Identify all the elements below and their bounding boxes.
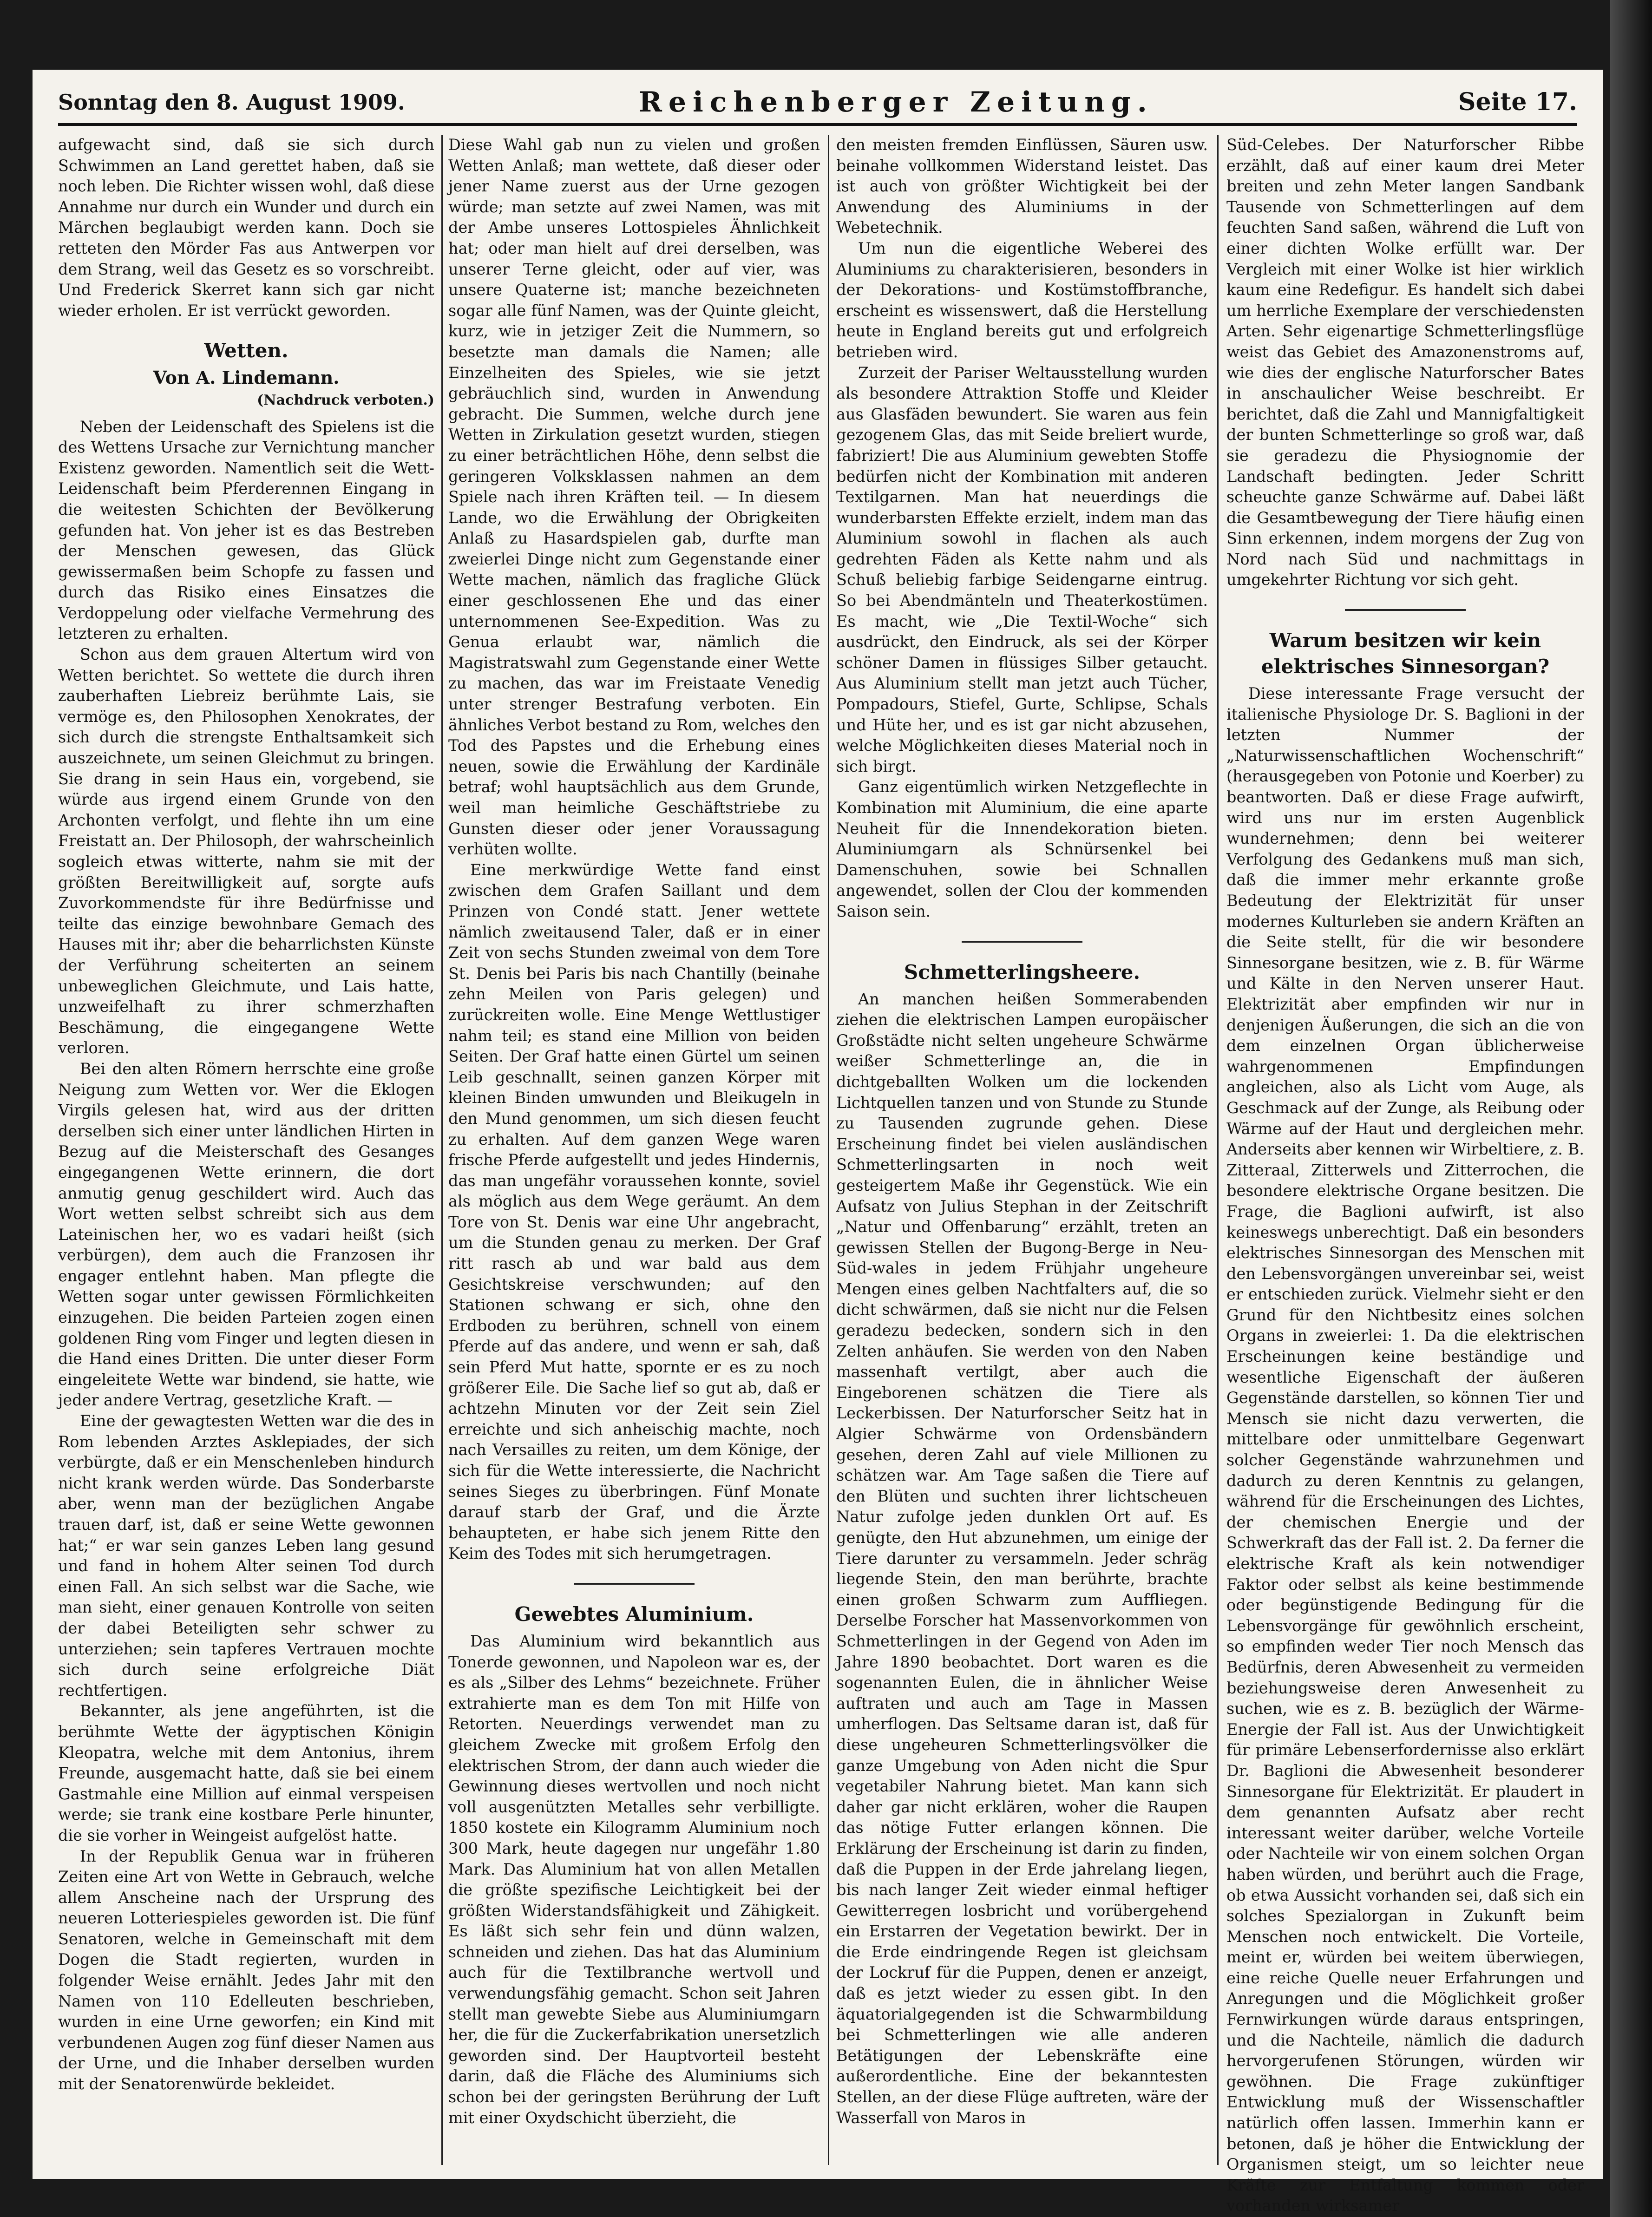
paragraph: Eine merkwürdige Wette fand einst zwischen dem Grafen Saillant und dem Prinzen von Condé statt. Jener wettete nämlich zweitausend Taler, daß er in einer Zeit von sechs Stunden zweimal von dem Tore St. Denis bei Paris bis nach Chantilly (beinahe zehn Meilen von Paris gelegen) und zurückreiten wolle. Eine Menge Wettlustiger nahm teil; es stand eine Million von beiden Seiten. Der Graf hatte einen Gürtel um seinen Leib geschnallt, seinen ganzen Körper mit kleinen Binden umwunden und Bleikugeln in den Mund genommen, um sich diesen feucht zu erhalten. Auf dem ganzen Wege waren frische Pferde aufgestellt und jedes Hindernis, das man ungefähr voraussehen konnte, soviel als möglich aus dem Wege geräumt. An dem Tore von St. Denis war eine Uhr angebracht, um die Stunden genau zu merken. Der Graf ritt rasch ab und war bald aus dem Gesichtskreise verschwunden; auf den Stationen schwang er sich, ohne den Erdboden zu berühren, schnell von einem Pferde auf das andere, und wenn er sah, daß sein Pferd Mut hatte, spornte er es zu noch größerer Eile. Die Sache lief so gut ab, daß er achtzehn Minuten vor der Zeit sein Ziel erreichte und sich anheischig machte, noch nach Versailles zu reiten, um dem Könige, der sich für die Wette interessierte, die Nachricht seines Sieges zu überbringen. Fünf Monate darauf starb der Graf, und die Ärzte behaupteten, er habe sich jenem Ritte den Keim des Todes mit sich herumgetragen.	[448, 860, 820, 1563]
page-binding-edge	[1610, 0, 1652, 2217]
column-rule	[441, 135, 443, 2165]
column-1	[58, 135, 434, 2165]
paragraph: Zurzeit der Pariser Weltausstellung wurden als besondere Attraktion Stoffe und Kleider aus Glasfäden bewundert. Sie waren aus fein gezogenem Glas, das mit Seide breliert wurde, fabriziert! Die aus Aluminium gewebten Stoffe bedürfen nicht der Kombination mit anderen Textilgarnen. Man hat neuerdings die wunderbarsten Effekte erzielt, indem man das Aluminium sowohl in flachen als auch gedrehten Fäden als Kette nahm und als Schuß beliebig farbige Seidengarne eintrug. So bei Abendmänteln und Theaterkostümen. Es macht, wie „Die Textil-Woche“ sich ausdrückt, den Eindruck, als sei der Körper schöner Damen in flüssiges Silber getaucht. Aus Aluminium stellt man jetzt auch Tücher, Pompadours, Stiefel, Gurte, Schlipse, Schals und Hüte her, und es ist gar nicht abzusehen, welche Möglichkeiten dieses Material noch in sich birgt.	[836, 363, 1208, 775]
paragraph: An manchen heißen Sommerabenden ziehen die elektrischen Lampen europäischer Großstädte nicht selten ungeheure Schwärme weißer Schmetterlinge an, die in dichtgeballten Wolken um die lockenden Lichtquellen tanzen und von Stunde zu Stunde zu Tausenden zugrunde gehen. Diese Erscheinung findet bei vielen ausländischen Schmetterlingsarten in noch weit gesteigertem Maße ihr Gegenstück. Wie ein Aufsatz von Julius Stephan in der Zeitschrift „Natur und Offenbarung“ erzählt, treten an gewissen Stellen der Bugong-Berge in Neu-Süd-wales in jedem Frühjahr ungeheure Mengen eines gelben Nachtfalters auf, die so dicht schwärmen, daß sie nicht nur die Felsen geradezu bedecken, sondern sich in den Zelten anhäufen. Sie werden von den Naben massenhaft vertilgt, aber auch die Eingeborenen schätzen die Tiere als Leckerbissen. Der Naturforscher Seitz hat in Algier Schwärme von Ordensbändern gesehen, deren Zahl auf viele Millionen zu schätzen war. Am Tage saßen die Tiere auf den Blüten und suchten ihrer lichtscheuen Natur zufolge jeden dunklen Ort auf. Es genügte, den Hut abzunehmen, um einige der Tiere darunter zu versammeln. Jeder schräg liegende Stein, den man berührte, brachte einen großen Schwarm zum Auffliegen. Derselbe Forscher hat Massenvorkommen von Schmetterlingen in der Gegend von Aden im Jahre 1890 beobachtet. Dort waren es die sogenannten Eulen, die in ähnlicher Weise auftraten und auch am Tage in Massen umherflogen. Das Seltsame daran ist, daß für diese ungeheuren Schmetterlingsvölker die ganze Umgebung von Aden nicht die Spur vegetabiler Nahrung bietet. Man kann sich daher gar nicht erklären, woher die Raupen das nötige Futter erlangen können. Die Erklärung der Erscheinung ist darin zu finden, daß die Puppen in der Erde jahrelang liegen, bis nach langer Zeit wieder einmal heftiger Gewitterregen losbricht und vorübergehend ein Erstarren der Vegetation bewirkt. Der in die Erde eindringende Regen ist gleichsam der Lockruf für die Puppen, denen er anzeigt, daß es jetzt wieder zu essen gibt. In den äquatorialgegenden ist die Schwarmbildung bei Schmetterlingen wie alle anderen Betätigungen der Lebenskräfte eine außerordentliche. Eine der bekanntesten Stellen, an der diese Flüge auftreten, wäre der Wasserfall von Maros in	[836, 990, 1208, 2127]
column-3	[836, 135, 1208, 2165]
article-title-sinnesorgan: Warum besitzen wir kein elektrisches Sinnesorgan?	[1261, 629, 1550, 678]
section-divider	[1345, 609, 1466, 611]
paragraph: den meisten fremden Einflüssen, Säuren usw. beinahe vollkommen Widerstand leistet. Das ist auch von größter Wichtigkeit bei der Anwendung des Aluminiums in der Webetechnik.	[836, 136, 1208, 237]
section-divider	[962, 941, 1082, 943]
newspaper-title: Reichenberger Zeitung.	[639, 86, 1154, 118]
paragraph: In der Republik Genua war in früheren Zeiten eine Art von Wette in Gebrauch, welche allem Anscheine nach der Ursprung des neueren Lotteriespieles geworden ist. Die fünf Senatoren, welche in Gemeinschaft mit dem Dogen die Stadt regierten, wurden in folgender Weise ernählt. Jedes Jahr mit den Namen von 110 Edelleuten beschrieben, wurden in eine Urne geworfen; ein Kind mit verbundenen Augen zog fünf dieser Namen aus der Urne, und die Inhaber derselben wurden mit der Senatorenwürde bekleidet.	[58, 1847, 434, 2093]
paragraph: Süd-Celebes. Der Naturforscher Ribbe erzählt, daß auf einer kaum drei Meter breiten und zehn Meter langen Sandbank Tausende von Schmetterlingen auf dem feuchten Sand saßen, während die Luft von einer dichten Wolke erfüllt war. Der Vergleich mit einer Wolke ist hier wirklich kaum eine Redefigur. Es handelt sich dabei um herrliche Exemplare der verschiedensten Arten. Sehr eigenartige Schmetterlingsflüge weist das Gebiet des Amazonenstroms auf, wie dies der englische Naturforscher Bates in anschaulicher Weise beschreibt. Er berichtet, daß die Zahl und Mannigfaltigkeit der bunten Schmetterlinge so groß war, daß sie geradezu die Physiognomie der Landschaft bedingten. Jeder Schritt scheuchte ganze Schwärme auf. Dabei läßt die Gesamtbewegung der Tiere häufig einen Sinn erkennen, indem morgens der Zug von Nord nach Süd und nachmittags in umgekehrter Richtung vor sich geht.	[1226, 136, 1584, 589]
page-number: Seite 17.	[1458, 88, 1577, 116]
section-divider	[574, 1583, 695, 1585]
column-rule	[828, 135, 829, 2165]
paragraph: Ganz eigentümlich wirken Netzgeflechte in Kombination mit Aluminium, die eine aparte Neuheit für die Innendekoration bieten. Aluminiumgarn als Schnürsenkel bei Damenschuhen, sowie bei Schnallen angewendet, sollen der Clou der kommenden Saison sein.	[836, 778, 1208, 920]
paragraph: Eine der gewagtesten Wetten war die des in Rom lebenden Arztes Asklepiades, der sich verbürgte, daß er ein Menschenleben hindurch nicht krank werden würde. Das Sonderbarste aber, wenn man der bezüglichen Angabe trauen darf, ist, daß er seine Wette gewonnen hat;“ er war sein ganzes Leben lang gesund und fand in hohem Alter seinen Tod durch einen Fall. An sich selbst war die Sache, wie man sieht, einer genauen Kontrolle von seiten der dabei Beteiligten sehr schwer zu unterziehen; sein tapferes Vertrauen mochte sich durch seine erfolgreiche Diät rechtfertigen.	[58, 1412, 434, 1699]
paragraph: Neben der Leidenschaft des Spielens ist die des Wettens Ursache zur Vernichtung mancher Existenz geworden. Namentlich seit die Wett-Leidenschaft beim Pferderennen Eingang in die weitesten Schichten der Bevölkerung gefunden hat. Von jeher ist es das Bestreben der Menschen gewesen, das Glück gewissermaßen beim Schopfe zu fassen und durch das Risiko eines Einsatzes die Verdoppelung oder vielfache Vermehrung des letzteren zu erhalten.	[58, 417, 434, 643]
article-title-wetten: Wetten.	[204, 339, 288, 362]
column-rule	[1217, 135, 1219, 2165]
column-4	[1226, 135, 1584, 2215]
page-header	[58, 86, 1577, 126]
column-2	[448, 135, 820, 2165]
paragraph: Bekannter, als jene angeführten, ist die berühmte Wette der ägyptischen Königin Kleopatra, welche mit dem Antonius, ihrem Freunde, ausgemacht hatte, daß sie bei einem Gastmahle eine Million auf einmal verspeisen werde; sie trank eine kostbare Perle hinunter, die sie vorher in Weingeist aufgelöst hatte.	[58, 1702, 434, 1844]
header-date: Sonntag den 8. August 1909.	[58, 90, 405, 115]
paragraph: Schon aus dem grauen Altertum wird von Wetten berichtet. So wettete die durch ihren zauberhaften Liebreiz berühmte Lais, sie vermöge es, den Philosophen Xenokrates, der sich durch die strengste Enthaltsamkeit sich auszeichnete, um seinen Gleichmut zu bringen. Sie drang in sein Haus ein, vorgebend, sie würde aus irgend einem Grunde von den Archonten verfolgt, und flehte ihn um eine Freistatt an. Der Philosoph, der wahrscheinlich sogleich etwas witterte, nahm sie mit der größten Bereitwilligkeit auf, sorgte aufs Zuvorkommendste für ihre Bedürfnisse und teilte das einzige bewohnbare Gemach des Hauses mit ihr; aber die beharrlichsten Künste der Verführung scheiterten an seinem unbeweglichen Gleichmute, und Lais hatte, unzweifelhaft zu ihrer schmerzhaften Beschämung, die eingegangene Wette verloren.	[58, 645, 434, 1057]
paragraph: Bei den alten Römern herrschte eine große Neigung zum Wetten vor. Wer die Eklogen Virgils gelesen hat, wird aus der dritten derselben sich einer unter ländlichen Hirten in Bezug auf die Meisterschaft des Gesanges eingegangenen Wette erinnern, die dort anmutig genug geschildert wird. Auch das Wort wetten selbst schreibt sich aus dem Lateinischen her, wo es vadari heißt (sich verbürgen), dem auch die Franzosen ihr engager entlehnt haben. Man pflegte die Wetten sogar unter gewissen Förmlichkeiten einzugehen. Die beiden Parteien zogen einen goldenen Ring vom Finger und legten diesen in die Hand eines Dritten. Die unter dieser Form eingeleitete Wette war bindend, sie hatte, wie jeder andere Vertrag, gesetzliche Kraft. —	[58, 1059, 434, 1410]
paragraph: Um nun die eigentliche Weberei des Aluminiums zu charakterisieren, besonders in der Dekorations- und Kostümstoffbranche, erscheint es wissenswert, daß die Herstellung heute in England bereits gut und erfolgreich betrieben wird.	[836, 239, 1208, 361]
article-continuation: aufgewacht sind, daß sie sich durch Schwimmen an Land gerettet haben, daß sie noch leben. Die Richter wissen wohl, daß diese Annahme nur durch ein Wunder und durch ein Märchen beglaubigt werden kann. Doch sie retteten den Mörder Fas aus Antwerpen vor dem Strang, weil das Gesetz es so vorschreibt. Und Frederick Skerret kann sich gar nicht wieder erholen. Er ist verrückt geworden.	[58, 136, 434, 320]
paragraph: Diese Wahl gab nun zu vielen und großen Wetten Anlaß; man wettete, daß dieser oder jener Name zuerst aus der Urne gezogen würde; man setzte auf zwei Namen, was mit der Ambe unseres Lottospieles Ähnlichkeit hat; oder man hielt auf drei derselben, was unserer Terne gleicht, oder auf vier, was unsere Quaterne ist; manche bezeichneten sogar alle fünf Namen, was der Quinte gleicht, kurz, wie in jetziger Zeit die Nummern, so besetzte man damals die Namen; alle Einzelheiten des Spieles, wie sie jetzt gebräuchlich sind, wurden in Anwendung gebracht. Die Summen, welche durch jene Wetten in Zirkulation gesetzt wurden, stiegen zu einer beträchtlichen Höhe, denn selbst die geringeren Volksklassen nahmen an dem Spiele nach ihren Kräften teil. — In diesem Lande, wo die Erwählung der Obrigkeiten Anlaß zu Hasardspielen gab, durfte man zweierlei Dinge nicht zum Gegenstande einer Wette machen, nämlich das fragliche Glück einer geschlossenen Ehe und das einer unternommenen See-Expedition. Was zu Genua erlaubt war, nämlich die Magistratswahl zum Gegenstande einer Wette zu machen, das war im Freistaate Venedig unter strenger Bestrafung verboten. Ein ähnliches Verbot bestand zu Rom, welches den Tod des Papstes und die Erhebung eines neuen, sowie die Erwählung der Kardinäle betraf; wohl hauptsächlich aus dem Grunde, weil man heimliche Geschäftstriebe zu Gunsten dieser oder jener Voraussagung verhüten wollte.	[448, 136, 820, 859]
newspaper-page	[33, 70, 1603, 2215]
reprint-note: (Nachdruck verboten.)	[257, 392, 434, 408]
article-byline: Von A. Lindemann.	[153, 367, 340, 388]
paragraph: Das Aluminium wird bekanntlich aus Tonerde gewonnen, und Napoleon war es, der es als „Silber des Lehms“ bezeichnete. Früher extrahierte man es dem Ton mit Hilfe von Retorten. Neuerdings verwendet man zu gleichem Zwecke mit großem Erfolg den elektrischen Strom, der dann auch wieder die Gewinnung dieses wertvollen und noch nicht voll ausgenützten Metalles sehr verbilligte. 1850 kostete ein Kilogramm Aluminium noch 300 Mark, heute dagegen nur ungefähr 1.80 Mark. Das Aluminium hat von allen Metallen die größte spezifische Leichtigkeit bei der größten Widerstandsfähigkeit und Zähigkeit. Es läßt sich sehr fein und dünn walzen, schneiden und ziehen. Das hat das Aluminium auch für die Textilbranche wertvoll und verwendungsfähig gemacht. Schon seit Jahren stellt man gewebte Siebe aus Aluminiumgarn her, die für die Zuckerfabrikation unersetzlich geworden sind. Der Hauptvorteil besteht darin, daß die Fläche des Aluminiums sich schon bei der geringsten Berührung der Luft mit einer Oxydschicht überzieht, die	[448, 1632, 820, 2127]
article-title-schmetterlingsheere: Schmetterlingsheere.	[904, 960, 1141, 984]
article-title-aluminium: Gewebtes Aluminium.	[514, 1602, 754, 1626]
paragraph: Diese interessante Frage versucht der italienische Physiologe Dr. S. Baglioni in der letzten Nummer der „Naturwissenschaftlichen Wochenschrift“ (herausgegeben von Potonie und Koerber) zu beantworten. Daß er diese Frage aufwirft, wird uns nur im ersten Augenblick wundernehmen; denn bei weiterer Verfolgung des Gedankens muß man sich, daß die immer mehr erkannte große Bedeutung der Elektrizität für unser modernes Kulturleben sie andern Kräften an die Seite stellt, für die wir besondere Sinnesorgane besitzen, wie z. B. für Wärme und Kälte in den Nerven unserer Haut. Elektrizität aber empfinden wir nur in denjenigen Äußerungen, die sich an die von dem einzelnen Organ üblicherweise wahrgenommenen Empfindungen angleichen, also als Licht vom Auge, als Geschmack auf der Zunge, als Reibung oder Wärme auf der Haut und dergleichen mehr. Anderseits aber kennen wir Wirbeltiere, z. B. Zitteraal, Zitterwels und Zitterrochen, die besondere elektrische Organe besitzen. Die Frage, die Baglioni aufwirft, ist also keineswegs unberechtigt. Daß ein besonders elektrisches Sinnesorgan des Menschen mit den Lebensvorgängen unvereinbar sei, weist er entschieden zurück. Vielmehr sieht er den Grund für den Nichtbesitz eines solchen Organs in zweierlei: 1. Da die elektrischen Erscheinungen keine beständige und wesentliche Eigenschaft der äußeren Gegenstände darstellen, so können Tier und Mensch sie nicht dazu verwerten, die mittelbare oder unmittelbare Gegenwart solcher Gegenstände wahrzunehmen und dadurch zu deren Kenntnis zu gelangen, während für die Erscheinungen des Lichtes, der chemischen Energie und der Schwerkraft das der Fall ist. 2. Da ferner die elektrische Kraft als kein notwendiger Faktor oder selbst als keine bestimmende oder begünstigende Bedingung für die Lebensvorgänge für gewöhnlich erscheint, so empfinden weder Tier noch Mensch das Bedürfnis, deren Abwesenheit zu vermeiden beziehungsweise deren Anwesenheit zu suchen, wie es z. B. bezüglich der Wärme-Energie der Fall ist. Aus der Unwichtigkeit für primäre Lebenserfordernisse also erklärt Dr. Baglioni die Abwesenheit besonderer Sinnesorgane für Elektrizität. Er plaudert in dem genannten Aufsatz aber recht interessant weiter darüber, welche Vorteile oder Nachteile wir von einem solchen Organ haben würden, und berührt auch die Frage, ob etwa Aussicht vorhanden sei, daß sich ein solches Spezialorgan in Zukunft beim Menschen noch entwickelt. Die Vorteile, meint er, würden bei weitem überwiegen, eine reiche Quelle neuer Erfahrungen und Anregungen und die Möglichkeit großer Fernwirkungen würde daraus entspringen, und die Nachteile, nämlich die dadurch hervorgerufenen Störungen, würden wir gewöhnen. Die Frage zukünftiger Entwicklung muß der Wissenschaftler natürlich offen lassen. Immerhin kann er betonen, daß je höher die Entwicklung der Organismen steigt, um so leichter neue Kräfte zur Entfaltung kommen oder vorhanden wirksamer	[1226, 684, 1584, 2215]
